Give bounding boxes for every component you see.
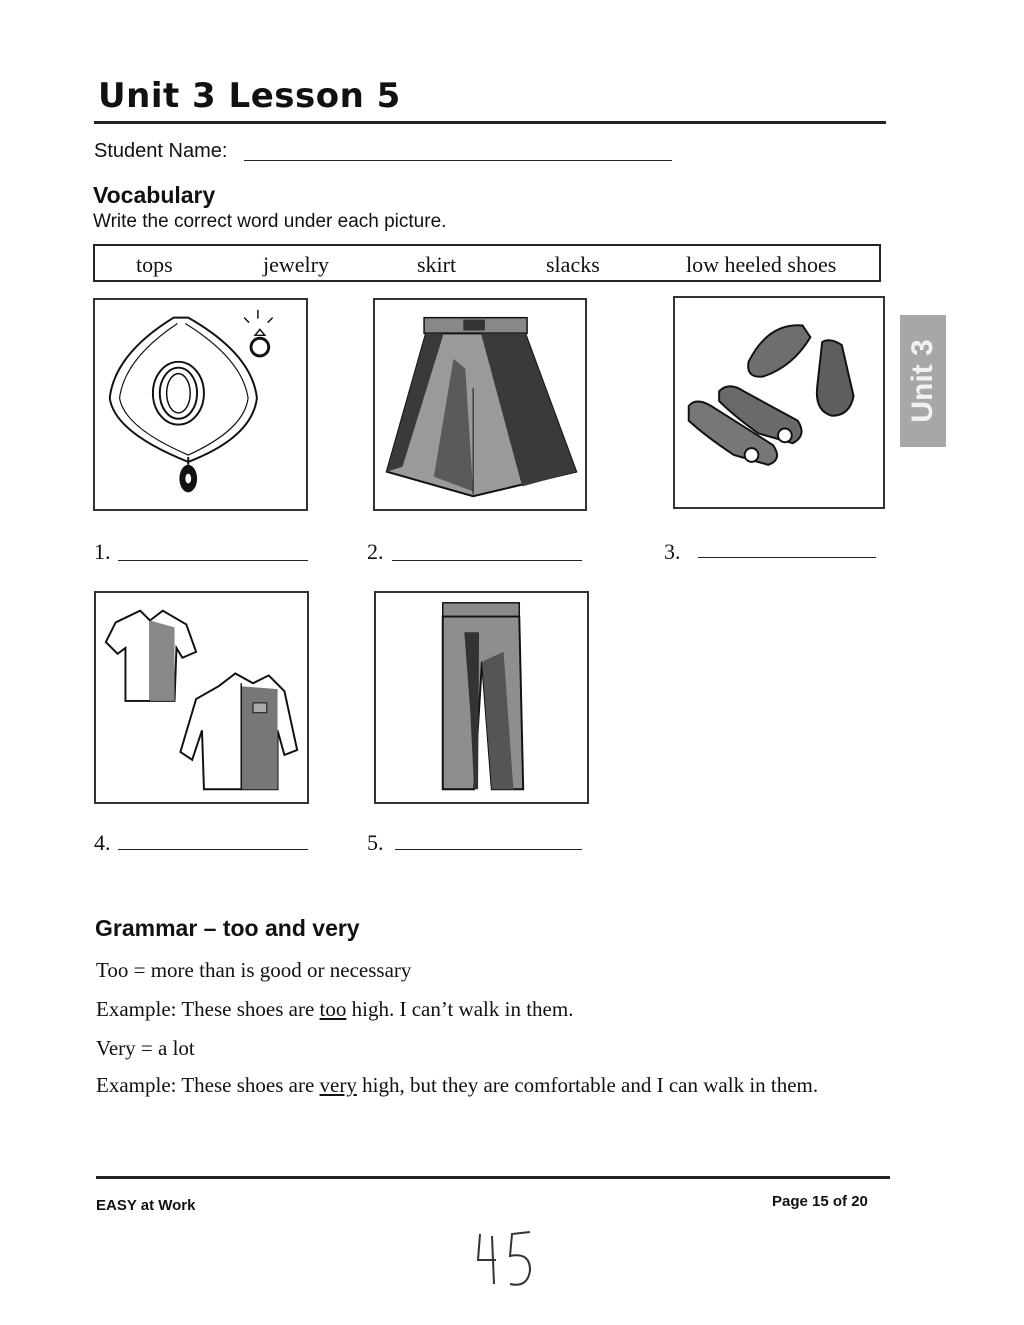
jewelry-picture	[93, 298, 308, 511]
slacks-icon	[376, 593, 587, 802]
very-definition: Very = a lot	[96, 1036, 195, 1060]
page-number: Page 15 of 20	[772, 1193, 868, 1210]
skirt-picture	[373, 298, 587, 511]
skirt-icon	[375, 300, 585, 509]
header-divider	[94, 121, 886, 124]
too-example: Example: These shoes are too high. I can’t walk in them.	[96, 997, 574, 1021]
unit-side-tab-label: Unit 3	[906, 339, 939, 423]
student-name-label: Student Name:	[94, 140, 228, 162]
footer-divider	[96, 1176, 890, 1179]
unit-side-tab	[900, 315, 946, 447]
answer-line-5	[395, 849, 582, 850]
item-number: 2.	[367, 539, 384, 564]
grammar-heading: Grammar – too and very	[95, 915, 360, 941]
answer-line-2	[392, 560, 582, 561]
answer-line-4	[118, 849, 308, 850]
page-title: Unit 3 Lesson 5	[98, 76, 401, 116]
word-bank-item: low heeled shoes	[686, 252, 837, 277]
very-emphasis: very	[319, 1073, 357, 1097]
word-bank-item: tops	[136, 252, 173, 277]
word-bank-item: slacks	[546, 252, 600, 277]
student-name-line	[244, 160, 672, 161]
vocabulary-heading: Vocabulary	[93, 182, 216, 208]
shoes-icon	[675, 298, 883, 507]
item-number: 5.	[367, 830, 384, 855]
item-number: 1.	[94, 539, 111, 564]
too-definition: Too = more than is good or necessary	[96, 958, 412, 982]
jewelry-icon	[95, 300, 306, 509]
shoes-picture	[673, 296, 885, 509]
item-number: 4.	[94, 830, 111, 855]
answer-line-3	[698, 557, 876, 558]
very-example: Example: These shoes are very high, but they are comfortable and I can walk in them.	[96, 1073, 819, 1097]
footer-program: EASY at Work	[96, 1197, 196, 1214]
slacks-picture	[374, 591, 589, 804]
word-bank	[93, 244, 881, 282]
vocabulary-instruction: Write the correct word under each picture.	[93, 211, 447, 232]
handwritten-mark	[470, 1222, 540, 1302]
tops-picture	[94, 591, 309, 804]
word-bank-item: jewelry	[263, 252, 329, 277]
handwritten-number	[470, 1222, 540, 1297]
answer-line-1	[118, 560, 308, 561]
word-bank-item: skirt	[417, 252, 457, 277]
too-emphasis: too	[319, 997, 347, 1021]
item-number: 3.	[664, 539, 681, 564]
tops-icon	[96, 593, 307, 802]
